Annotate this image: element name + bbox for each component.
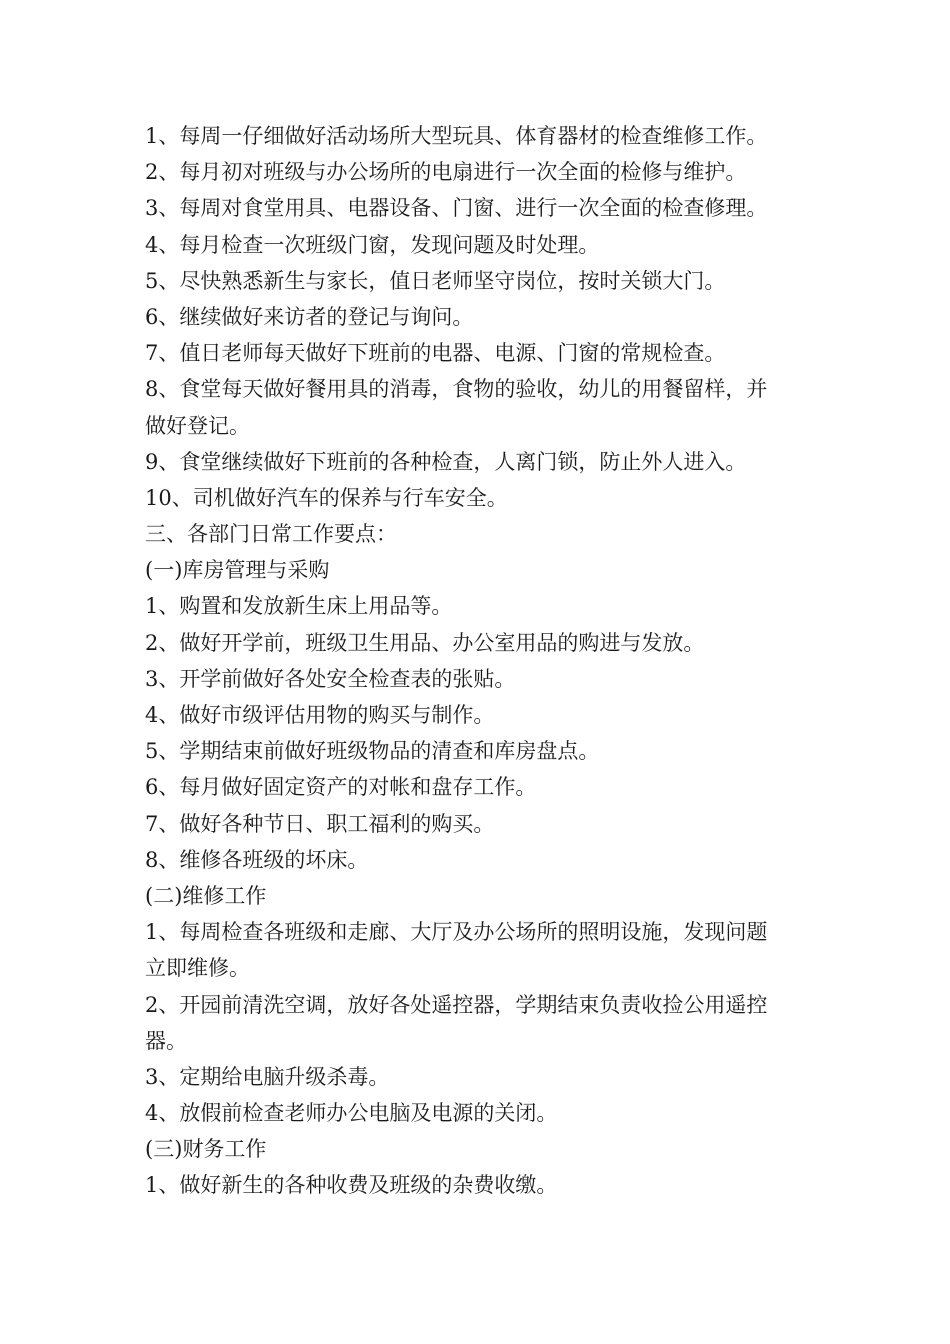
- text-line-safety-7: 7、值日老师每天做好下班前的电器、电源、门窗的常规检查。: [145, 341, 726, 366]
- subsection-heading-repair: (二)维修工作: [145, 883, 267, 908]
- text-line-repair-2-cont: 器。: [145, 1028, 187, 1053]
- text-line-finance-1: 1、做好新生的各种收费及班级的杂费收缴。: [145, 1173, 558, 1198]
- text-line-warehouse-4: 4、做好市级评估用物的购买与制作。: [145, 703, 495, 727]
- document-body: [145, 118, 815, 1204]
- text-line-warehouse-5: 5、学期结束前做好班级物品的清查和库房盘点。: [145, 739, 600, 764]
- text-line-maintenance-3: 3、每周对食堂用具、电器设备、门窗、进行一次全面的检查修理。: [145, 196, 768, 221]
- text-line-maintenance-1: 1、每周一仔细做好活动场所大型玩具、体育器材的检查维修工作。: [145, 124, 768, 148]
- text-line-warehouse-2: 2、做好开学前，班级卫生用品、办公室用品的购进与发放。: [145, 630, 705, 655]
- text-line-repair-2: 2、开园前清洗空调，放好各处遥控器，学期结束负责收捡公用遥控: [145, 992, 768, 1017]
- text-line-warehouse-7: 7、做好各种节日、职工福利的购买。: [145, 811, 495, 836]
- subsection-heading-finance: (三)财务工作: [145, 1137, 267, 1162]
- text-line-canteen-9: 9、食堂继续做好下班前的各种检查，人离门锁，防止外人进入。: [145, 449, 747, 474]
- text-line-maintenance-4: 4、每月检查一次班级门窗，发现问题及时处理。: [145, 232, 600, 257]
- text-line-repair-4: 4、放假前检查老师办公电脑及电源的关闭。: [145, 1101, 558, 1126]
- text-line-driver-10: 10、司机做好汽车的保养与行车安全。: [145, 485, 508, 510]
- text-line-repair-1: 1、每周检查各班级和走廊、大厅及办公场所的照明设施，发现问题: [145, 920, 768, 945]
- text-line-canteen-8-cont: 做好登记。: [145, 413, 250, 438]
- text-line-maintenance-2: 2、每月初对班级与办公场所的电扇进行一次全面的检修与维护。: [145, 160, 747, 185]
- text-line-safety-6: 6、继续做好来访者的登记与询问。: [145, 304, 474, 329]
- text-line-safety-5: 5、尽快熟悉新生与家长，值日老师坚守岗位，按时关锁大门。: [145, 268, 726, 293]
- section-heading-daily-work: 三、各部门日常工作要点：: [145, 522, 397, 547]
- text-line-warehouse-3: 3、开学前做好各处安全检查表的张贴。: [145, 666, 516, 691]
- text-line-warehouse-1: 1、购置和发放新生床上用品等。: [145, 594, 453, 619]
- text-line-canteen-8: 8、食堂每天做好餐用具的消毒，食物的验收，幼儿的用餐留样，并: [145, 377, 768, 402]
- text-line-warehouse-6: 6、每月做好固定资产的对帐和盘存工作。: [145, 775, 537, 800]
- subsection-heading-warehouse: (一)库房管理与采购: [145, 558, 330, 583]
- text-line-repair-3: 3、定期给电脑升级杀毒。: [145, 1064, 390, 1089]
- text-line-warehouse-8: 8、维修各班级的坏床。: [145, 847, 369, 872]
- text-line-repair-1-cont: 立即维修。: [145, 956, 250, 981]
